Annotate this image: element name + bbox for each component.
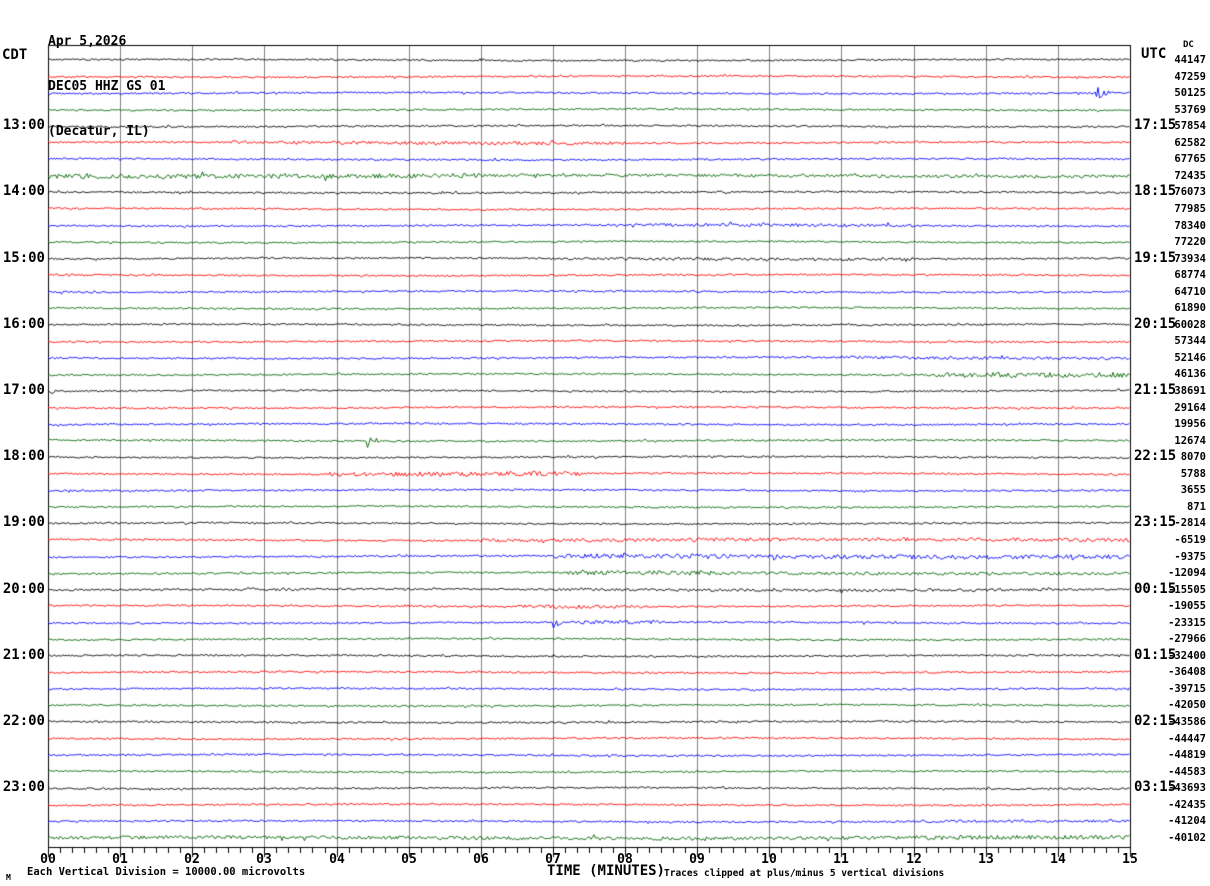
- header: [48, 4, 165, 169]
- dc-value: 73934: [1174, 252, 1206, 265]
- dc-value: 61890: [1174, 302, 1206, 315]
- x-tick-label: 06: [473, 852, 489, 867]
- utc-hour-label: 17:15: [1134, 117, 1177, 134]
- utc-hour-label: 18:15: [1134, 183, 1177, 200]
- x-tick-label: 09: [689, 852, 705, 867]
- dc-value: -9375: [1174, 550, 1206, 563]
- dc-value: 871: [1187, 500, 1206, 513]
- cdt-hour-label: 13:00: [2, 117, 45, 134]
- clip-note: Traces clipped at plus/minus 5 vertical divisions: [664, 868, 945, 879]
- dc-value: 57854: [1174, 120, 1206, 133]
- cdt-hour-label: 18:00: [2, 448, 45, 465]
- x-tick-label: 12: [906, 852, 922, 867]
- dc-value: -42435: [1168, 798, 1206, 811]
- dc-value: -36408: [1168, 666, 1206, 679]
- dc-value: -23315: [1168, 616, 1206, 629]
- x-tick-label: 02: [184, 852, 200, 867]
- utc-hour-label: 19:15: [1134, 249, 1177, 266]
- dc-value: 50125: [1174, 87, 1206, 100]
- dc-value: 64710: [1174, 285, 1206, 298]
- dc-value: 67765: [1174, 153, 1206, 166]
- dc-value: -15505: [1168, 583, 1206, 596]
- dc-value: -2814: [1174, 517, 1206, 530]
- dc-value: 62582: [1174, 136, 1206, 149]
- cdt-hour-label: 21:00: [2, 646, 45, 663]
- cdt-axis-label: CDT: [2, 47, 28, 63]
- dc-value: 78340: [1174, 219, 1206, 232]
- utc-hour-label: 23:15: [1134, 514, 1177, 531]
- cdt-hour-label: 14:00: [2, 183, 45, 200]
- corner-mark: M: [6, 873, 11, 882]
- dc-value: -27966: [1168, 633, 1206, 646]
- x-tick-label: 14: [1050, 852, 1066, 867]
- dc-value: 72435: [1174, 169, 1206, 182]
- utc-axis-label: UTC: [1141, 46, 1167, 62]
- dc-value: -44819: [1168, 749, 1206, 762]
- dc-value: 38691: [1174, 385, 1206, 397]
- scale-note: Each Vertical Division = 10000.00 microvolts: [27, 866, 306, 878]
- x-tick-label: 11: [833, 852, 849, 867]
- cdt-hour-label: 17:00: [2, 382, 45, 398]
- dc-value: 77220: [1174, 236, 1206, 249]
- x-tick-label: 05: [401, 852, 417, 867]
- dc-value: 3655: [1180, 484, 1206, 497]
- x-tick-label: 00: [40, 852, 56, 867]
- dc-value: -40102: [1168, 831, 1206, 844]
- date-label: Apr 5,2026: [48, 34, 127, 49]
- dc-value: -12094: [1168, 567, 1206, 580]
- x-tick-label: 01: [112, 852, 128, 867]
- utc-hour-label: 00:15: [1134, 580, 1177, 597]
- dc-value: 53769: [1174, 103, 1206, 116]
- dc-value: 77985: [1174, 202, 1206, 215]
- cdt-hour-label: 16:00: [2, 315, 45, 332]
- cdt-hour-label: 19:00: [2, 514, 45, 531]
- dc-value: -43693: [1168, 782, 1206, 795]
- utc-hour-label: 01:15: [1134, 646, 1177, 663]
- dc-value: 8070: [1180, 451, 1206, 464]
- dc-value: -32400: [1168, 649, 1206, 662]
- dc-value: -44583: [1168, 765, 1206, 778]
- dc-value: 44147: [1174, 54, 1206, 66]
- utc-hour-label: 02:15: [1134, 713, 1177, 729]
- dc-value: -42050: [1168, 699, 1206, 712]
- dc-value: -6519: [1174, 533, 1206, 546]
- x-tick-label: 15: [1122, 852, 1138, 867]
- cdt-hour-label: 15:00: [2, 249, 45, 266]
- x-tick-label: 08: [617, 852, 633, 867]
- dc-value: 76073: [1174, 186, 1206, 199]
- cdt-hour-label: 23:00: [2, 779, 45, 796]
- dc-value: 52146: [1174, 351, 1206, 364]
- cdt-hour-label: 22:00: [2, 713, 45, 729]
- x-tick-label: 04: [329, 852, 345, 867]
- dc-value: 57344: [1174, 335, 1206, 348]
- dc-value: -41204: [1168, 815, 1206, 828]
- x-tick-label: 10: [761, 852, 777, 867]
- dc-value: 68774: [1174, 269, 1206, 282]
- utc-hour-label: 21:15: [1134, 382, 1177, 398]
- dc-value: 47259: [1174, 70, 1206, 83]
- dc-value: 46136: [1174, 368, 1206, 381]
- utc-hour-label: 22:15: [1134, 448, 1177, 465]
- cdt-hour-label: 20:00: [2, 580, 45, 597]
- dc-value: 12674: [1174, 434, 1206, 447]
- dc-value: 19956: [1174, 418, 1206, 431]
- x-tick-label: 13: [978, 852, 994, 867]
- dc-value: 29164: [1174, 401, 1206, 414]
- x-tick-label: 07: [545, 852, 561, 867]
- time-axis-title: TIME (MINUTES): [546, 863, 665, 879]
- dc-value: -39715: [1168, 682, 1206, 695]
- dc-value: 60028: [1174, 318, 1206, 331]
- dc-value: -44447: [1168, 732, 1206, 745]
- station-label: DEC05 HHZ GS 01: [48, 79, 166, 94]
- utc-hour-label: 20:15: [1134, 315, 1177, 332]
- utc-hour-label: 03:15: [1134, 779, 1177, 796]
- x-tick-label: 03: [256, 852, 272, 867]
- location-label: (Decatur, IL): [48, 124, 150, 139]
- dc-value: 5788: [1180, 467, 1206, 480]
- dc-value: -43586: [1168, 716, 1206, 728]
- dc-column-header: DC: [1183, 40, 1194, 50]
- dc-value: -19055: [1168, 600, 1206, 613]
